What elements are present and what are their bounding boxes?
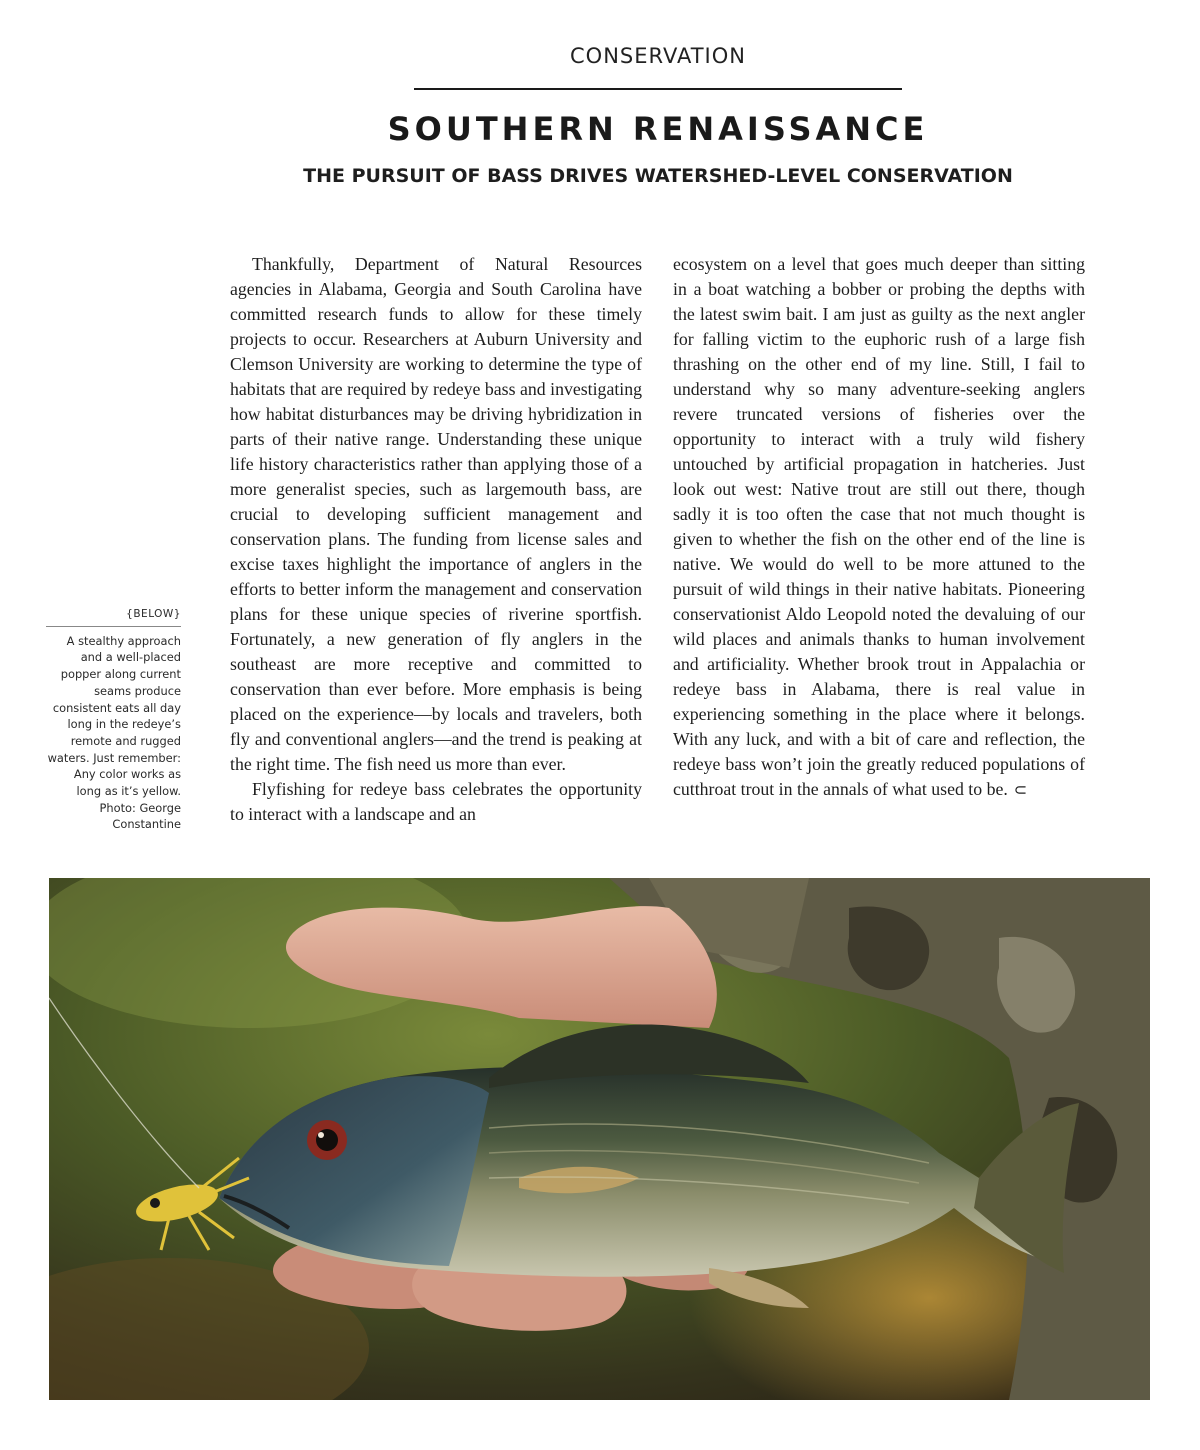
photo-caption xyxy=(46,606,181,833)
header-rule xyxy=(414,88,902,90)
paragraph: Flyfishing for redeye bass celebrates the opportunity to interact with a landscape and an xyxy=(230,779,642,824)
article-subtitle: THE PURSUIT OF BASS DRIVES WATERSHED-LEVEL CONSERVATION xyxy=(303,165,1013,187)
caption-text: A stealthy approach and a well-placed popper along current seams produce consistent eats all day long in the redeye’s remote and rugged waters. Just remember: Any color works as long as it’s yellow. Photo: George Constantine xyxy=(47,633,181,832)
article-column-left xyxy=(230,252,642,827)
paragraph-text: ecosystem on a level that goes much deeper than sitting in a boat watching a bobber or probing the depths with the latest swim bait. I am just as guilty as the next angler for falling victim to the euphoric rush of a large fish thrashing on the other end of my line. Still, I fail to understand why so many adventure-seeking anglers revere truncated versions of fisheries over the opportunity to interact with a truly wild fishery untouched by artificial propagation in hatcheries. Just look out west: Native trout are still out there, though sadly it is too often the case that not much thought is given to whether the fish on the other end of the line is native. We would do well to be more attuned to the pursuit of wild things in their native habitats. Pioneering conservationist Aldo Leopold noted the devaluing of our wild places and animals thanks to human involvement and artificiality. Whether brook trout in Appalachia or redeye bass in Alabama, there is real value in experiencing something in the place where it belongs. With any luck, and with a bit of care and reflection, the redeye bass won’t join the greatly reduced populations of cutthroat trout in the annals of what used to be. xyxy=(673,254,1085,799)
section-label: CONSERVATION xyxy=(570,44,746,68)
paragraph: Thankfully, Department of Natural Resources agencies in Alabama, Georgia and South Carolina have committed research funds to allow for these timely projects to occur. Researchers at Auburn University and Clemson University are working to determine the type of habitats that are required by redeye bass and investigating how habitat disturbances may be driving hybridization in parts of their native range. Understanding these unique life history characteristics rather than applying those of a more generalist species, such as largemouth bass, are crucial to developing sufficient management and conservation plans. The funding from license sales and excise taxes highlight the importance of anglers in the efforts to better inform the management and conservation plans for these unique species of riverine sportfish. Fortunately, a new generation of fly anglers in the southeast are more receptive and committed to conservation than ever before. More emphasis is being placed on the experience—by locals and travelers, both fly and conventional anglers—and the trend is peaking at the right time. The fish need us more than ever. xyxy=(230,254,642,774)
paragraph xyxy=(673,252,1085,802)
fish-photo xyxy=(49,878,1150,1400)
article-title: SOUTHERN RENAISSANCE xyxy=(387,110,929,148)
article-column-right xyxy=(673,252,1085,802)
caption-tag: {BELOW} xyxy=(46,606,181,627)
fish-photo-illustration xyxy=(49,878,1150,1400)
end-mark-icon: ⊂ xyxy=(1013,780,1028,799)
